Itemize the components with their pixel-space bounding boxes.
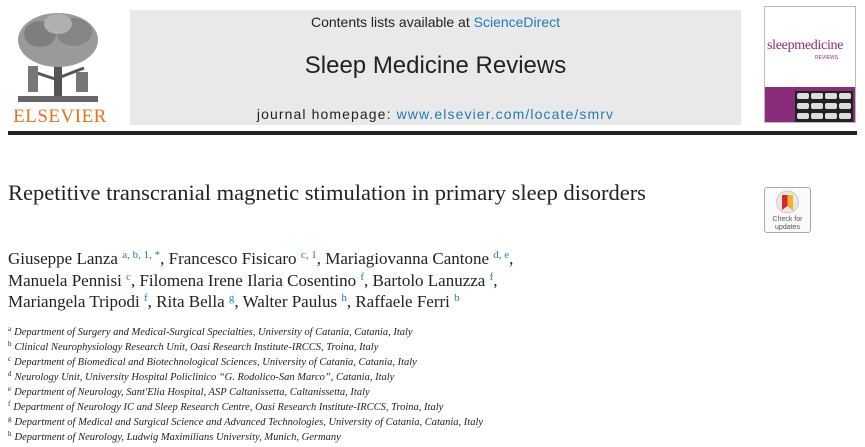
affiliation-key: b [8,340,12,348]
affiliation-key: h [8,430,12,438]
author-separator: , [509,249,514,268]
bookmark-icon [765,188,810,216]
author-name[interactable]: Filomena Irene Ilaria Cosentino [139,270,357,290]
affiliation-text: Department of Neurology, Sant'Elia Hospital, ASP Caltanissetta, Caltanissetta, Italy [14,387,370,398]
author-affiliation-marker[interactable]: h [341,292,347,304]
journal-banner [130,10,741,125]
affiliation-item [8,370,708,385]
author-separator: , [316,249,326,268]
affiliation-item [8,430,708,445]
article-title: Repetitive transcranial magnetic stimulation in primary sleep disorders [8,180,646,205]
homepage-prefix: journal homepage: [256,106,397,122]
contents-prefix: Contents lists available at [310,14,474,30]
sciencedirect-link[interactable]: ScienceDirect [473,14,560,30]
author [373,271,498,290]
affiliation-item [8,415,708,430]
affiliation-key: e [8,385,12,393]
journal-title: Sleep Medicine Reviews [304,52,567,79]
author-separator: , [493,270,498,290]
author-name[interactable]: Walter Paulus [242,292,338,311]
author-name[interactable]: Raffaele Ferri [355,292,450,311]
author-affiliation-marker[interactable]: c [126,270,131,283]
affiliation-item [8,385,708,400]
author-affiliation-marker[interactable]: d, e [493,249,510,261]
author-list [8,248,708,313]
author-affiliation-marker[interactable]: a, b, 1, * [122,249,161,261]
cover-title: sleepmedicine [767,38,844,53]
author [139,271,372,290]
contents-line [130,14,741,30]
author-name[interactable]: Bartolo Lanuzza [372,270,486,290]
author [8,271,139,290]
cover-subtitle: REVIEWS [815,55,839,61]
author-affiliation-marker[interactable]: c, 1 [300,249,317,261]
author [8,249,169,268]
author-separator: , [234,292,243,311]
affiliation-key: c [8,355,12,363]
author-separator: , [130,270,140,290]
affiliation-list [8,325,708,445]
affiliation-text: Department of Neurology IC and Sleep Research Centre, Oasi Research Institute-IRCCS, Troina, Italy [13,402,444,413]
affiliation-text: Department of Neurology, Ludwig Maximilians University, Munich, Germany [14,432,341,443]
author-affiliation-marker[interactable]: f [144,292,148,304]
elsevier-logo[interactable] [8,10,108,125]
author [355,292,459,311]
affiliation-key: g [8,415,12,423]
author [325,249,513,268]
author-name[interactable]: Rita Bella [156,292,225,311]
check-for-updates-label: Check for updates [772,216,803,231]
check-for-updates-badge[interactable] [764,187,811,233]
journal-cover-thumbnail[interactable] [764,6,856,123]
author-separator: , [147,292,157,311]
cover-images [795,91,853,122]
author-name[interactable]: Mariagiovanna Cantone [325,249,490,268]
publisher-wordmark: ELSEVIER [13,106,107,127]
affiliation-item [8,400,708,415]
affiliation-item [8,340,708,355]
affiliation-item [8,325,708,340]
author-affiliation-marker[interactable]: g [228,292,235,304]
affiliation-item [8,355,708,370]
author [169,249,326,268]
author-name[interactable]: Francesco Fisicaro [168,249,297,268]
author-separator: , [346,292,356,311]
author [156,292,242,311]
author-affiliation-marker[interactable]: f [489,270,494,283]
author-name[interactable]: Manuela Pennisi [8,270,122,290]
affiliation-text: Clinical Neurophysiology Research Unit, Oasi Research Institute-IRCCS, Troina, Italy [14,342,379,353]
affiliation-text: Department of Medical and Surgical Science and Advanced Technologies, University of Catania, Catania, Italy [14,417,484,428]
affiliation-text: Neurology Unit, University Hospital Policlinico “G. Rodolico-San Marco”, Catania, Italy [14,372,395,383]
author [8,292,156,311]
affiliation-text: Department of Surgery and Medical-Surgical Specialties, University of Catania, Catania, Italy [14,327,413,338]
author-separator: , [160,249,169,268]
homepage-link[interactable]: www.elsevier.com/locate/smrv [396,106,615,122]
affiliation-key: d [8,370,12,378]
author-separator: , [364,270,373,290]
homepage-line [130,106,741,122]
affiliation-key: f [8,400,11,408]
elsevier-tree-icon [14,10,102,105]
author-affiliation-marker[interactable]: f [360,270,365,283]
author [243,292,356,311]
header-divider [8,131,857,135]
author-name[interactable]: Giuseppe Lanza [8,249,118,268]
affiliation-key: a [8,325,12,333]
author-affiliation-marker[interactable]: b [454,292,460,304]
affiliation-text: Department of Biomedical and Biotechnological Sciences, University of Catania, Catania, Italy [14,357,417,368]
author-name[interactable]: Mariangela Tripodi [8,292,140,311]
